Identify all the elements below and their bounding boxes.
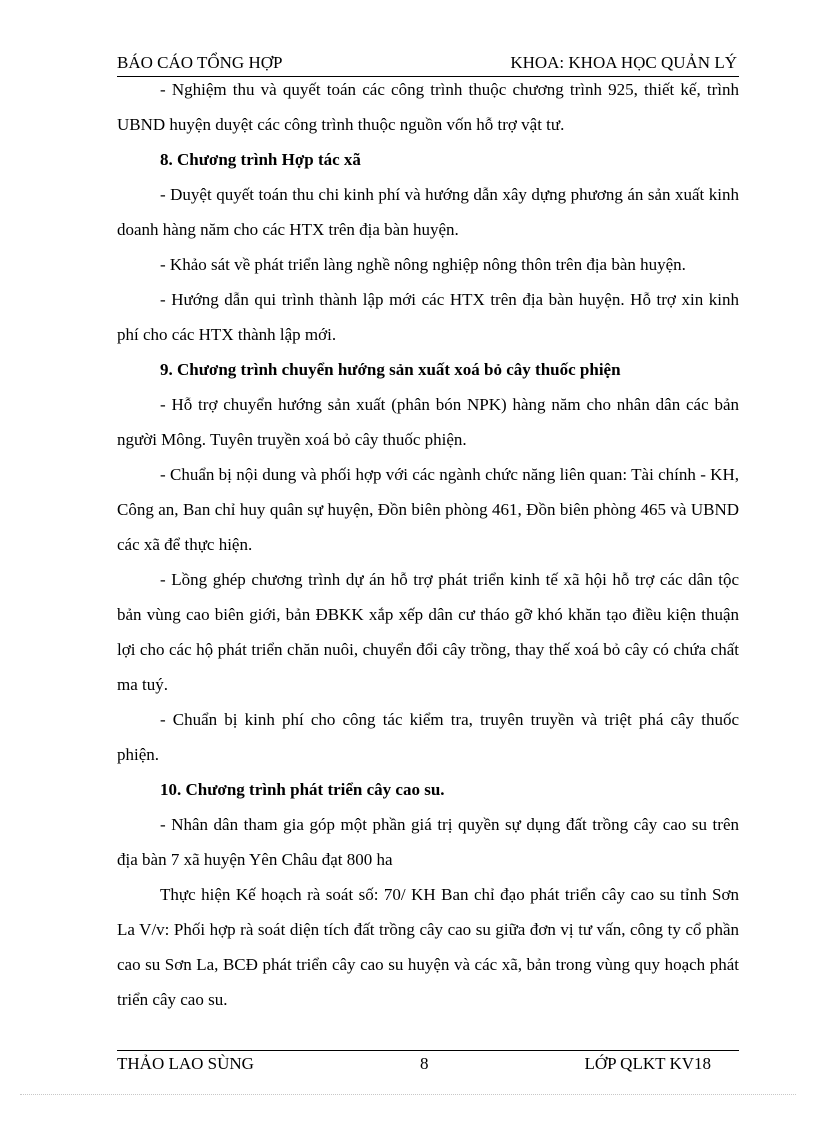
header-report-title: BÁO CÁO TỔNG HỢP — [117, 53, 283, 72]
paragraph: - Hướng dẫn qui trình thành lập mới các HTX trên địa bàn huyện. Hỗ trợ xin kinh phí cho các HTX thành lập mới. — [117, 290, 739, 344]
paragraph: - Chuẩn bị kinh phí cho công tác kiểm tra, truyên truyền và triệt phá cây thuốc phiện. — [117, 710, 739, 764]
footer-author: THẢO LAO SÙNG — [117, 1054, 254, 1073]
paragraph: - Nhân dân tham gia góp một phần giá trị quyền sự dụng đất trồng cây cao su trên địa bàn 7 xã huyện Yên Châu đạt 800 ha — [117, 815, 739, 869]
page-number: 8 — [420, 1054, 429, 1073]
section-heading: 8. Chương trình Hợp tác xã — [160, 150, 361, 169]
paragraph: Thực hiện Kế hoạch rà soát số: 70/ KH Ban chỉ đạo phát triển cây cao su tỉnh Sơn La V/v: Phối hợp rà soát diện tích đất trồng cây cao su giữa đơn vị tư vấn, công ty cổ phần cao su Sơn La, BCĐ phát triển cây cao su huyện và các xã, bản trong vùng quy hoạch phát triển cây cao su. — [117, 885, 739, 1009]
section-heading: 9. Chương trình chuyển hướng sản xuất xoá bỏ cây thuốc phiện — [160, 360, 621, 379]
paragraph: - Nghiệm thu và quyết toán các công trình thuộc chương trình 925, thiết kế, trình UBND huyện duyệt các công trình thuộc nguồn vốn hỗ trợ vật tư. — [117, 80, 739, 134]
header-faculty: KHOA: KHOA HỌC QUẢN LÝ — [510, 53, 737, 72]
paragraph: - Khảo sát về phát triển làng nghề nông nghiệp nông thôn trên địa bàn huyện. — [160, 255, 686, 274]
section-heading: 10. Chương trình phát triển cây cao su. — [160, 780, 445, 799]
paragraph: - Chuẩn bị nội dung và phối hợp với các ngành chức năng liên quan: Tài chính - KH, Công an, Ban chỉ huy quân sự huyện, Đồn biên phòng 461, Đồn biên phòng 465 và UBND các xã để thực hiện. — [117, 465, 739, 554]
page-footer — [117, 1050, 739, 1075]
footer-class: LỚP QLKT KV18 — [584, 1054, 711, 1073]
paragraph: - Duyệt quyết toán thu chi kinh phí và hướng dẫn xây dựng phương án sản xuất kinh doanh hàng năm cho các HTX trên địa bàn huyện. — [117, 185, 739, 239]
document-body — [117, 72, 739, 1017]
paragraph: - Hỗ trợ chuyển hướng sản xuất (phân bón NPK) hàng năm cho nhân dân các bản người Mông. Tuyên truyền xoá bỏ cây thuốc phiện. — [117, 395, 739, 449]
page-boundary-divider — [20, 1094, 796, 1095]
paragraph: - Lồng ghép chương trình dự án hỗ trợ phát triển kinh tế xã hội hỗ trợ các dân tộc bản vùng cao biên giới, bản ĐBKK xắp xếp dân cư tháo gỡ khó khăn tạo điều kiện thuận lợi cho các hộ phát triển chăn nuôi, chuyển đổi cây trồng, thay thế xoá bỏ cây có chứa chất ma tuý. — [117, 570, 739, 694]
